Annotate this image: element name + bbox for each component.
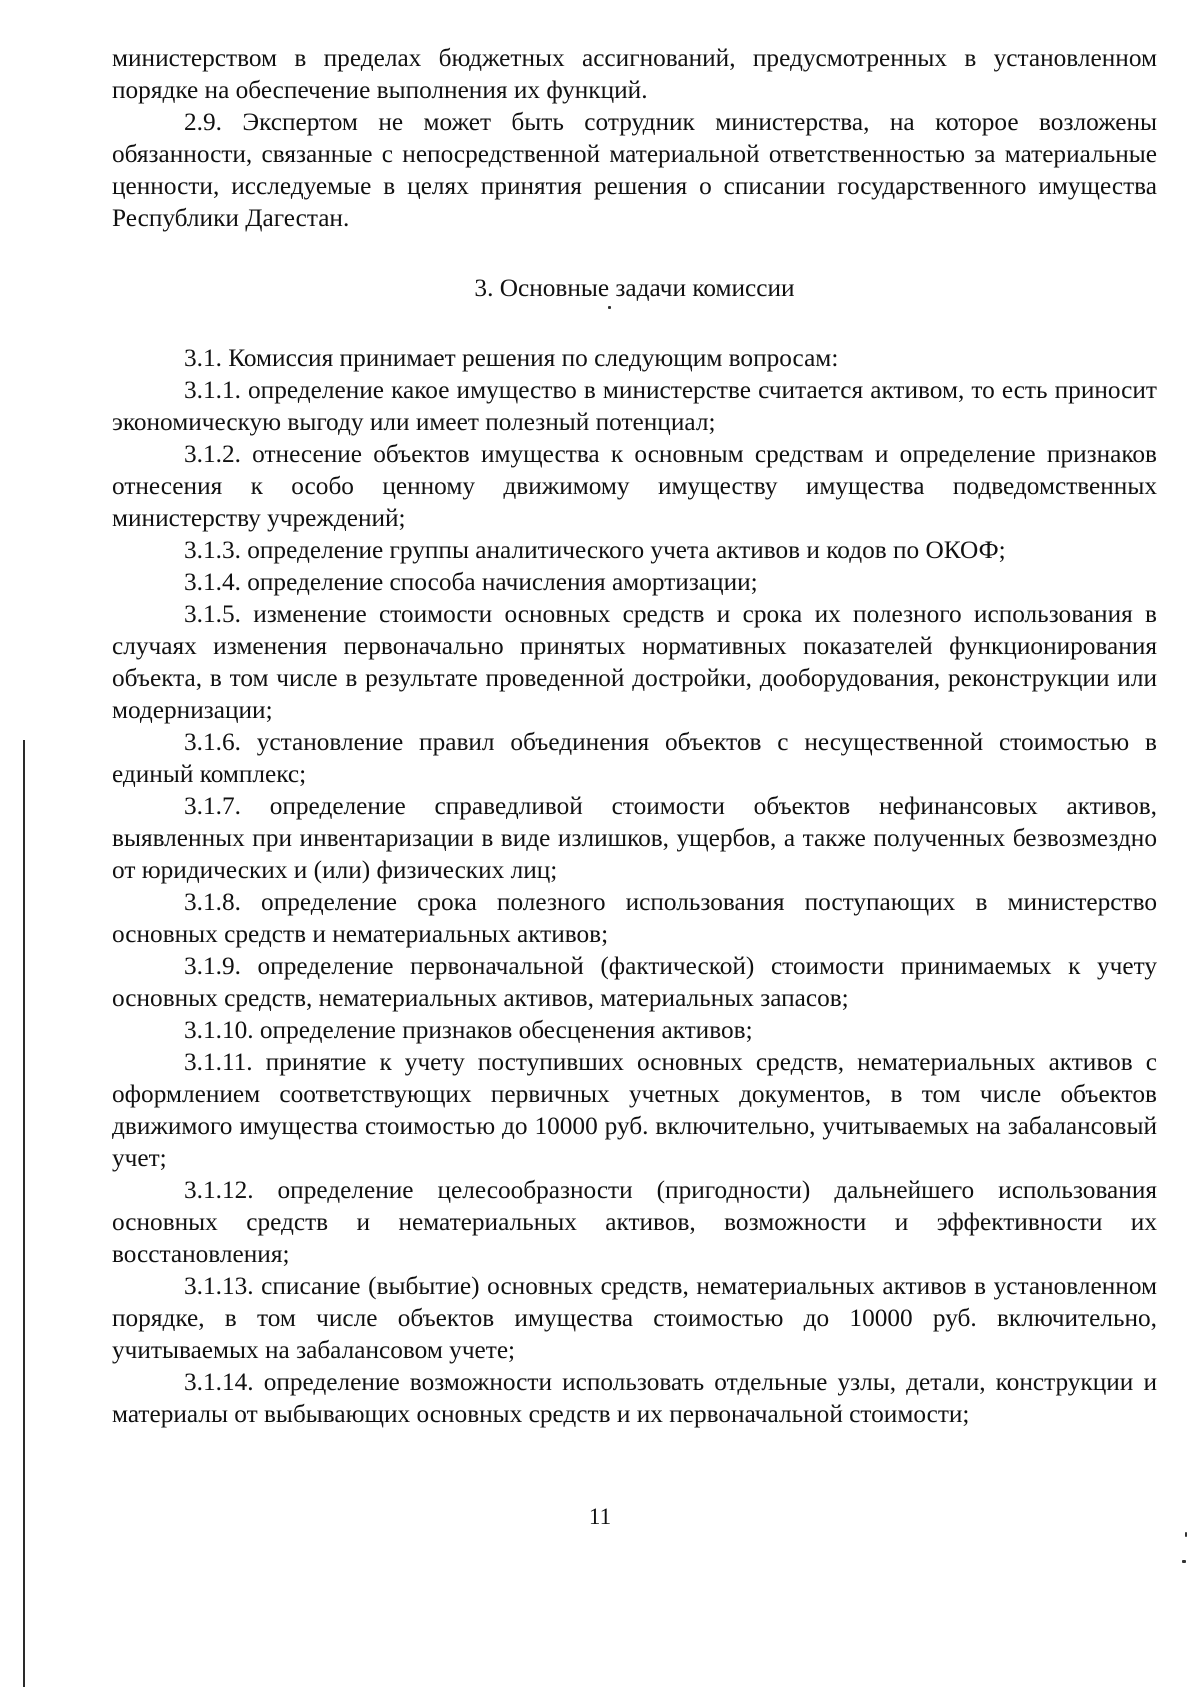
paragraph-3-1-11: 3.1.11. принятие к учету поступивших основных средств, нематериальных активов с оформлением соответствующих первичных учетных документов, в том числе объектов движимого имущества стоимостью до 10000 руб. включительно, учитываемых на забалансовый учет; — [112, 1048, 1157, 1172]
paragraph-3-1-13: 3.1.13. списание (выбытие) основных средств, нематериальных активов в установленном порядке, в том числе объектов имущества стоимостью до 10000 руб. включительно, учитываемых на забалансовом учете; — [112, 1272, 1157, 1364]
paragraph-3-1-2: 3.1.2. отнесение объектов имущества к основным средствам и определение признаков отнесения к особо ценному движимому имуществу имущества подведомственных министерству учреждений; — [112, 440, 1157, 532]
paragraph-3-1-1: 3.1.1. определение какое имущество в министерстве считается активом, то есть приносит экономическую выгоду или имеет полезный потенциал; — [112, 376, 1157, 436]
paragraph-3-1-6: 3.1.6. установление правил объединения объектов с несущественной стоимостью в единый комплекс; — [112, 728, 1157, 788]
paragraph-3-1-9: 3.1.9. определение первоначальной (фактической) стоимости принимаемых к учету основных средств, нематериальных активов, материальных запасов; — [112, 952, 1157, 1012]
paragraph-3-1-5: 3.1.5. изменение стоимости основных средств и срока их полезного использования в случаях изменения первоначально принятых нормативных показателей функционирования объекта, в том числе в результате проведенной достройки, дооборудования, реконструкции или модернизации; — [112, 600, 1157, 724]
paragraph-3-1-14: 3.1.14. определение возможности использовать отдельные узлы, детали, конструкции и материалы от выбывающих основных средств и их первоначальной стоимости; — [112, 1368, 1157, 1428]
page-number: 11 — [588, 1504, 612, 1529]
paragraph-2-9: 2.9. Экспертом не может быть сотрудник министерства, на которое возложены обязанности, связанные с непосредственной материальной ответственностью за материальные ценности, исследуемые в целях принятия решения о списании государственного имущества Республики Дагестан. — [112, 108, 1157, 232]
scan-speck — [1182, 1560, 1186, 1563]
paragraph-3-1-10: 3.1.10. определение признаков обесценения активов; — [184, 1016, 753, 1044]
paragraph-3-1-7: 3.1.7. определение справедливой стоимости объектов нефинансовых активов, выявленных при инвентаризации в виде излишков, ущербов, а также полученных безвозмездно от юридических и (или) физических лиц; — [112, 792, 1157, 884]
paragraph-3-1-4: 3.1.4. определение способа начисления амортизации; — [184, 568, 758, 596]
paragraph-continuation: министерством в пределах бюджетных ассигнований, предусмотренных в установленном порядке на обеспечение выполнения их функций. — [112, 44, 1157, 104]
paragraph-3-1: 3.1. Комиссия принимает решения по следующим вопросам: — [184, 344, 839, 372]
section-heading: 3. Основные задачи комиссии — [474, 274, 795, 302]
paragraph-3-1-8: 3.1.8. определение срока полезного использования поступающих в министерство основных средств и нематериальных активов; — [112, 888, 1157, 948]
scan-speck — [1185, 1532, 1187, 1537]
scan-margin-line — [23, 740, 25, 1687]
document-page — [112, 42, 1157, 1430]
paragraph-3-1-12: 3.1.12. определение целесообразности (пригодности) дальнейшего использования основных средств и нематериальных активов, возможности и эффективности их восстановления; — [112, 1176, 1157, 1268]
paragraph-3-1-3: 3.1.3. определение группы аналитического учета активов и кодов по ОКОФ; — [184, 536, 1006, 564]
